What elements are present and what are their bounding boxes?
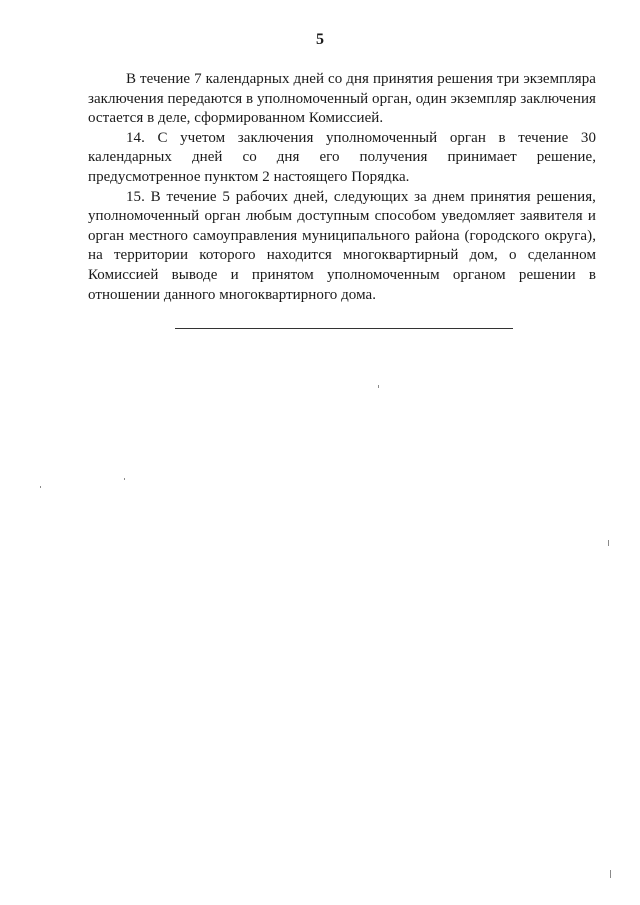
scan-speck [610,870,611,878]
scan-speck [378,385,379,388]
scan-speck [608,540,609,546]
page-number: 5 [316,31,324,48]
scan-speck [40,486,41,488]
paragraph-commission-conclusion-copies: В течение 7 календарных дней со дня принятия решения три экземпляра заключения передаются в уполномоченный орган, один экземпляр заключения остается в деле, сформированном Комиссией. [88,71,596,127]
paragraph-item-15: 15. В течение 5 рабочих дней, следующих за днем принятия решения, уполномоченный орган любым доступным способом уведомляет заявителя и орган местного самоуправления муниципального района (городского округа), на территории которого находится многоквартирный дом, о сделанном Комиссией выводе и принятом уполномоченным органом решении в отношении данного многоквартирного дома. [88,188,596,303]
section-end-separator [175,328,513,329]
scan-speck [124,478,125,480]
paragraph-item-14: 14. С учетом заключения уполномоченный орган в течение 30 календарных дней со дня его получения принимает решение, предусмотренное пунктом 2 настоящего Порядка. [88,129,596,185]
document-body [88,70,596,305]
